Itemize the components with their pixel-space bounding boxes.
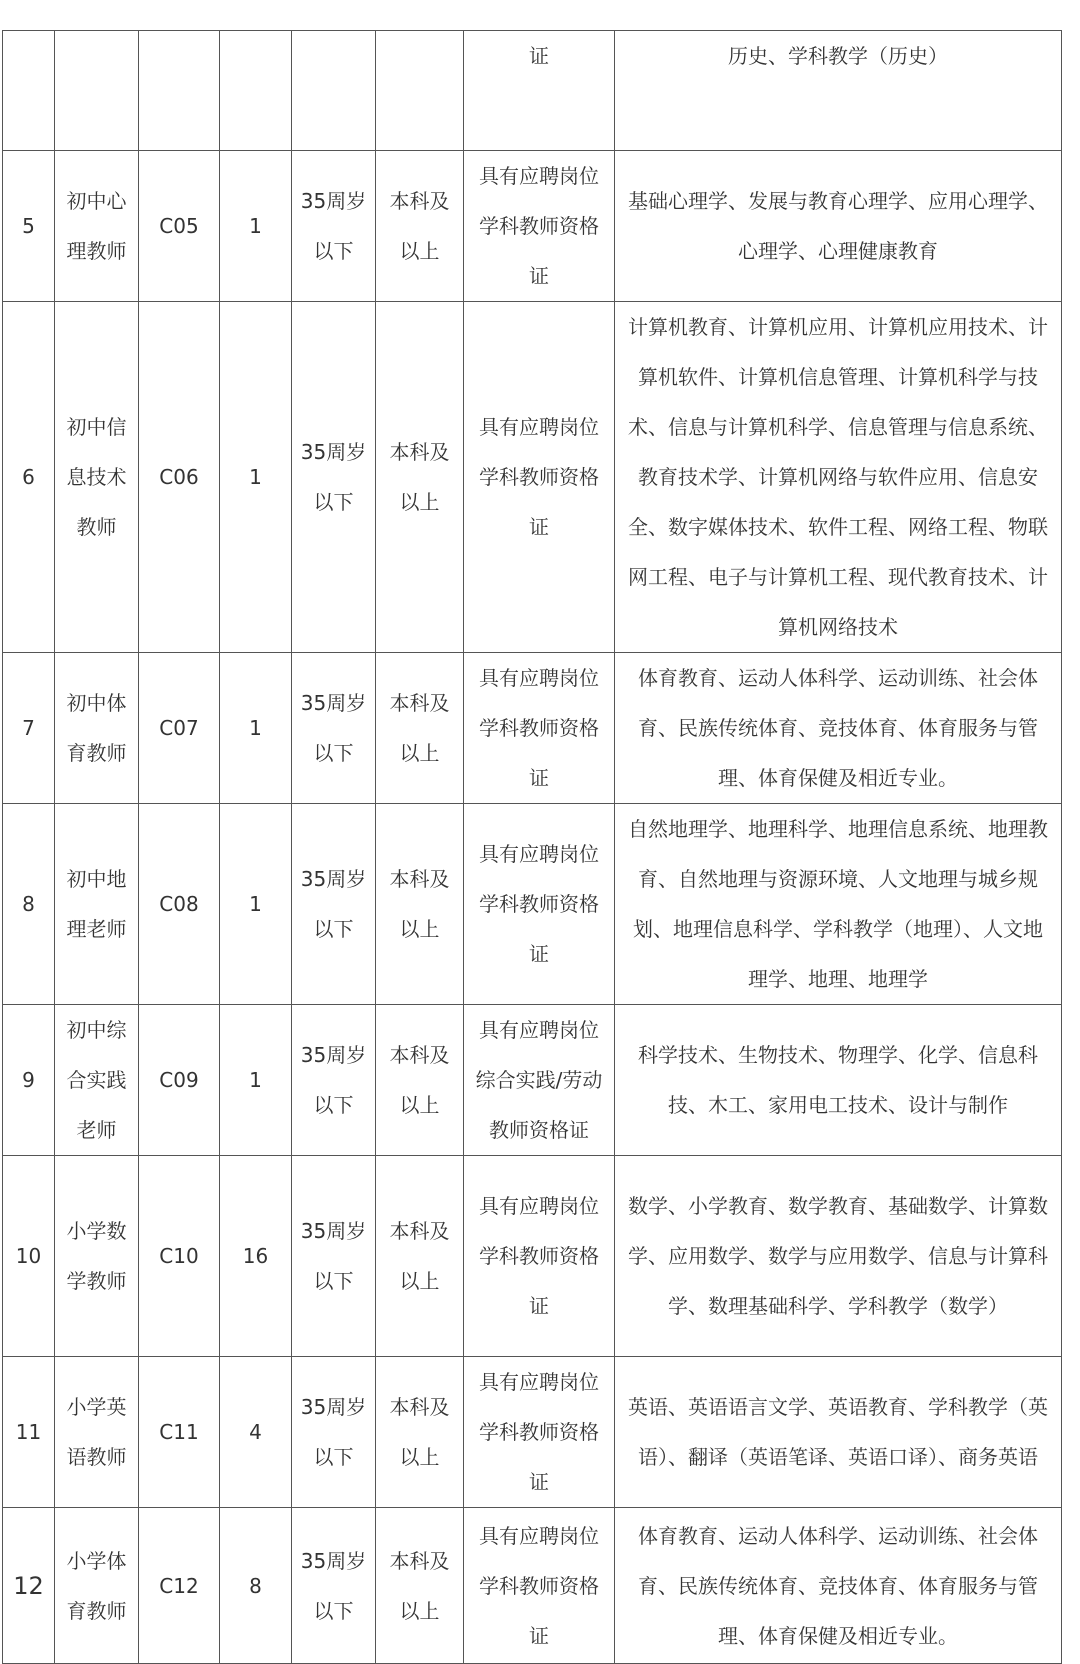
hire-count: 1	[220, 1005, 292, 1156]
post-code	[139, 31, 220, 151]
row-number: 12	[3, 1508, 55, 1664]
hire-count: 1	[220, 302, 292, 653]
recruitment-table	[2, 30, 1062, 1664]
post-name: 初中心理教师	[55, 151, 139, 302]
post-name	[55, 31, 139, 151]
certificate-requirement: 具有应聘岗位学科教师资格证	[464, 1508, 615, 1664]
post-name: 小学数学教师	[55, 1156, 139, 1357]
row-number	[3, 31, 55, 151]
age-requirement: 35周岁以下	[292, 1005, 376, 1156]
table-row	[3, 653, 1062, 804]
post-code: C06	[139, 302, 220, 653]
table-row	[3, 302, 1062, 653]
education-requirement: 本科及以上	[376, 151, 464, 302]
hire-count: 16	[220, 1156, 292, 1357]
row-number: 5	[3, 151, 55, 302]
certificate-requirement: 具有应聘岗位综合实践/劳动教师资格证	[464, 1005, 615, 1156]
certificate-requirement: 具有应聘岗位学科教师资格证	[464, 302, 615, 653]
post-name: 初中地理老师	[55, 804, 139, 1005]
row-number: 11	[3, 1357, 55, 1508]
post-code: C11	[139, 1357, 220, 1508]
education-requirement: 本科及以上	[376, 1508, 464, 1664]
education-requirement: 本科及以上	[376, 653, 464, 804]
major-requirement: 体育教育、运动人体科学、运动训练、社会体育、民族传统体育、竞技体育、体育服务与管理、体育保健及相近专业。	[615, 653, 1062, 804]
post-code: C12	[139, 1508, 220, 1664]
post-name: 小学体育教师	[55, 1508, 139, 1664]
row-number: 8	[3, 804, 55, 1005]
post-name: 初中信息技术教师	[55, 302, 139, 653]
post-code: C08	[139, 804, 220, 1005]
age-requirement: 35周岁以下	[292, 1508, 376, 1664]
age-requirement	[292, 31, 376, 151]
education-requirement: 本科及以上	[376, 302, 464, 653]
major-requirement: 基础心理学、发展与教育心理学、应用心理学、心理学、心理健康教育	[615, 151, 1062, 302]
hire-count	[220, 31, 292, 151]
table-row	[3, 151, 1062, 302]
education-requirement: 本科及以上	[376, 804, 464, 1005]
major-requirement: 体育教育、运动人体科学、运动训练、社会体育、民族传统体育、竞技体育、体育服务与管理、体育保健及相近专业。	[615, 1508, 1062, 1664]
post-code: C07	[139, 653, 220, 804]
table-row	[3, 1156, 1062, 1357]
hire-count: 1	[220, 151, 292, 302]
education-requirement: 本科及以上	[376, 1156, 464, 1357]
major-requirement: 计算机教育、计算机应用、计算机应用技术、计算机软件、计算机信息管理、计算机科学与技术、信息与计算机科学、信息管理与信息系统、教育技术学、计算机网络与软件应用、信息安全、数字媒体技术、软件工程、网络工程、物联网工程、电子与计算机工程、现代教育技术、计算机网络技术	[615, 302, 1062, 653]
certificate-requirement: 具有应聘岗位学科教师资格证	[464, 653, 615, 804]
certificate-requirement: 证	[464, 31, 615, 151]
hire-count: 1	[220, 653, 292, 804]
education-requirement	[376, 31, 464, 151]
major-requirement: 自然地理学、地理科学、地理信息系统、地理教育、自然地理与资源环境、人文地理与城乡规划、地理信息科学、学科教学（地理）、人文地理学、地理、地理学	[615, 804, 1062, 1005]
age-requirement: 35周岁以下	[292, 1156, 376, 1357]
age-requirement: 35周岁以下	[292, 804, 376, 1005]
table-row	[3, 804, 1062, 1005]
row-number: 9	[3, 1005, 55, 1156]
post-code: C09	[139, 1005, 220, 1156]
post-name: 初中体育教师	[55, 653, 139, 804]
table-row	[3, 1005, 1062, 1156]
certificate-requirement: 具有应聘岗位学科教师资格证	[464, 1357, 615, 1508]
hire-count: 4	[220, 1357, 292, 1508]
post-name: 小学英语教师	[55, 1357, 139, 1508]
row-number: 6	[3, 302, 55, 653]
major-requirement: 历史、学科教学（历史）	[615, 31, 1062, 151]
table-row	[3, 1508, 1062, 1664]
age-requirement: 35周岁以下	[292, 1357, 376, 1508]
table-row	[3, 31, 1062, 151]
major-requirement: 科学技术、生物技术、物理学、化学、信息科技、木工、家用电工技术、设计与制作	[615, 1005, 1062, 1156]
row-number: 7	[3, 653, 55, 804]
education-requirement: 本科及以上	[376, 1357, 464, 1508]
major-requirement: 数学、小学教育、数学教育、基础数学、计算数学、应用数学、数学与应用数学、信息与计算科学、数理基础科学、学科教学（数学）	[615, 1156, 1062, 1357]
age-requirement: 35周岁以下	[292, 151, 376, 302]
row-number: 10	[3, 1156, 55, 1357]
post-code: C05	[139, 151, 220, 302]
hire-count: 8	[220, 1508, 292, 1664]
certificate-requirement: 具有应聘岗位学科教师资格证	[464, 151, 615, 302]
age-requirement: 35周岁以下	[292, 653, 376, 804]
certificate-requirement: 具有应聘岗位学科教师资格证	[464, 1156, 615, 1357]
age-requirement: 35周岁以下	[292, 302, 376, 653]
post-code: C10	[139, 1156, 220, 1357]
table-row	[3, 1357, 1062, 1508]
education-requirement: 本科及以上	[376, 1005, 464, 1156]
hire-count: 1	[220, 804, 292, 1005]
certificate-requirement: 具有应聘岗位学科教师资格证	[464, 804, 615, 1005]
post-name: 初中综合实践老师	[55, 1005, 139, 1156]
major-requirement: 英语、英语语言文学、英语教育、学科教学（英语）、翻译（英语笔译、英语口译）、商务英语	[615, 1357, 1062, 1508]
